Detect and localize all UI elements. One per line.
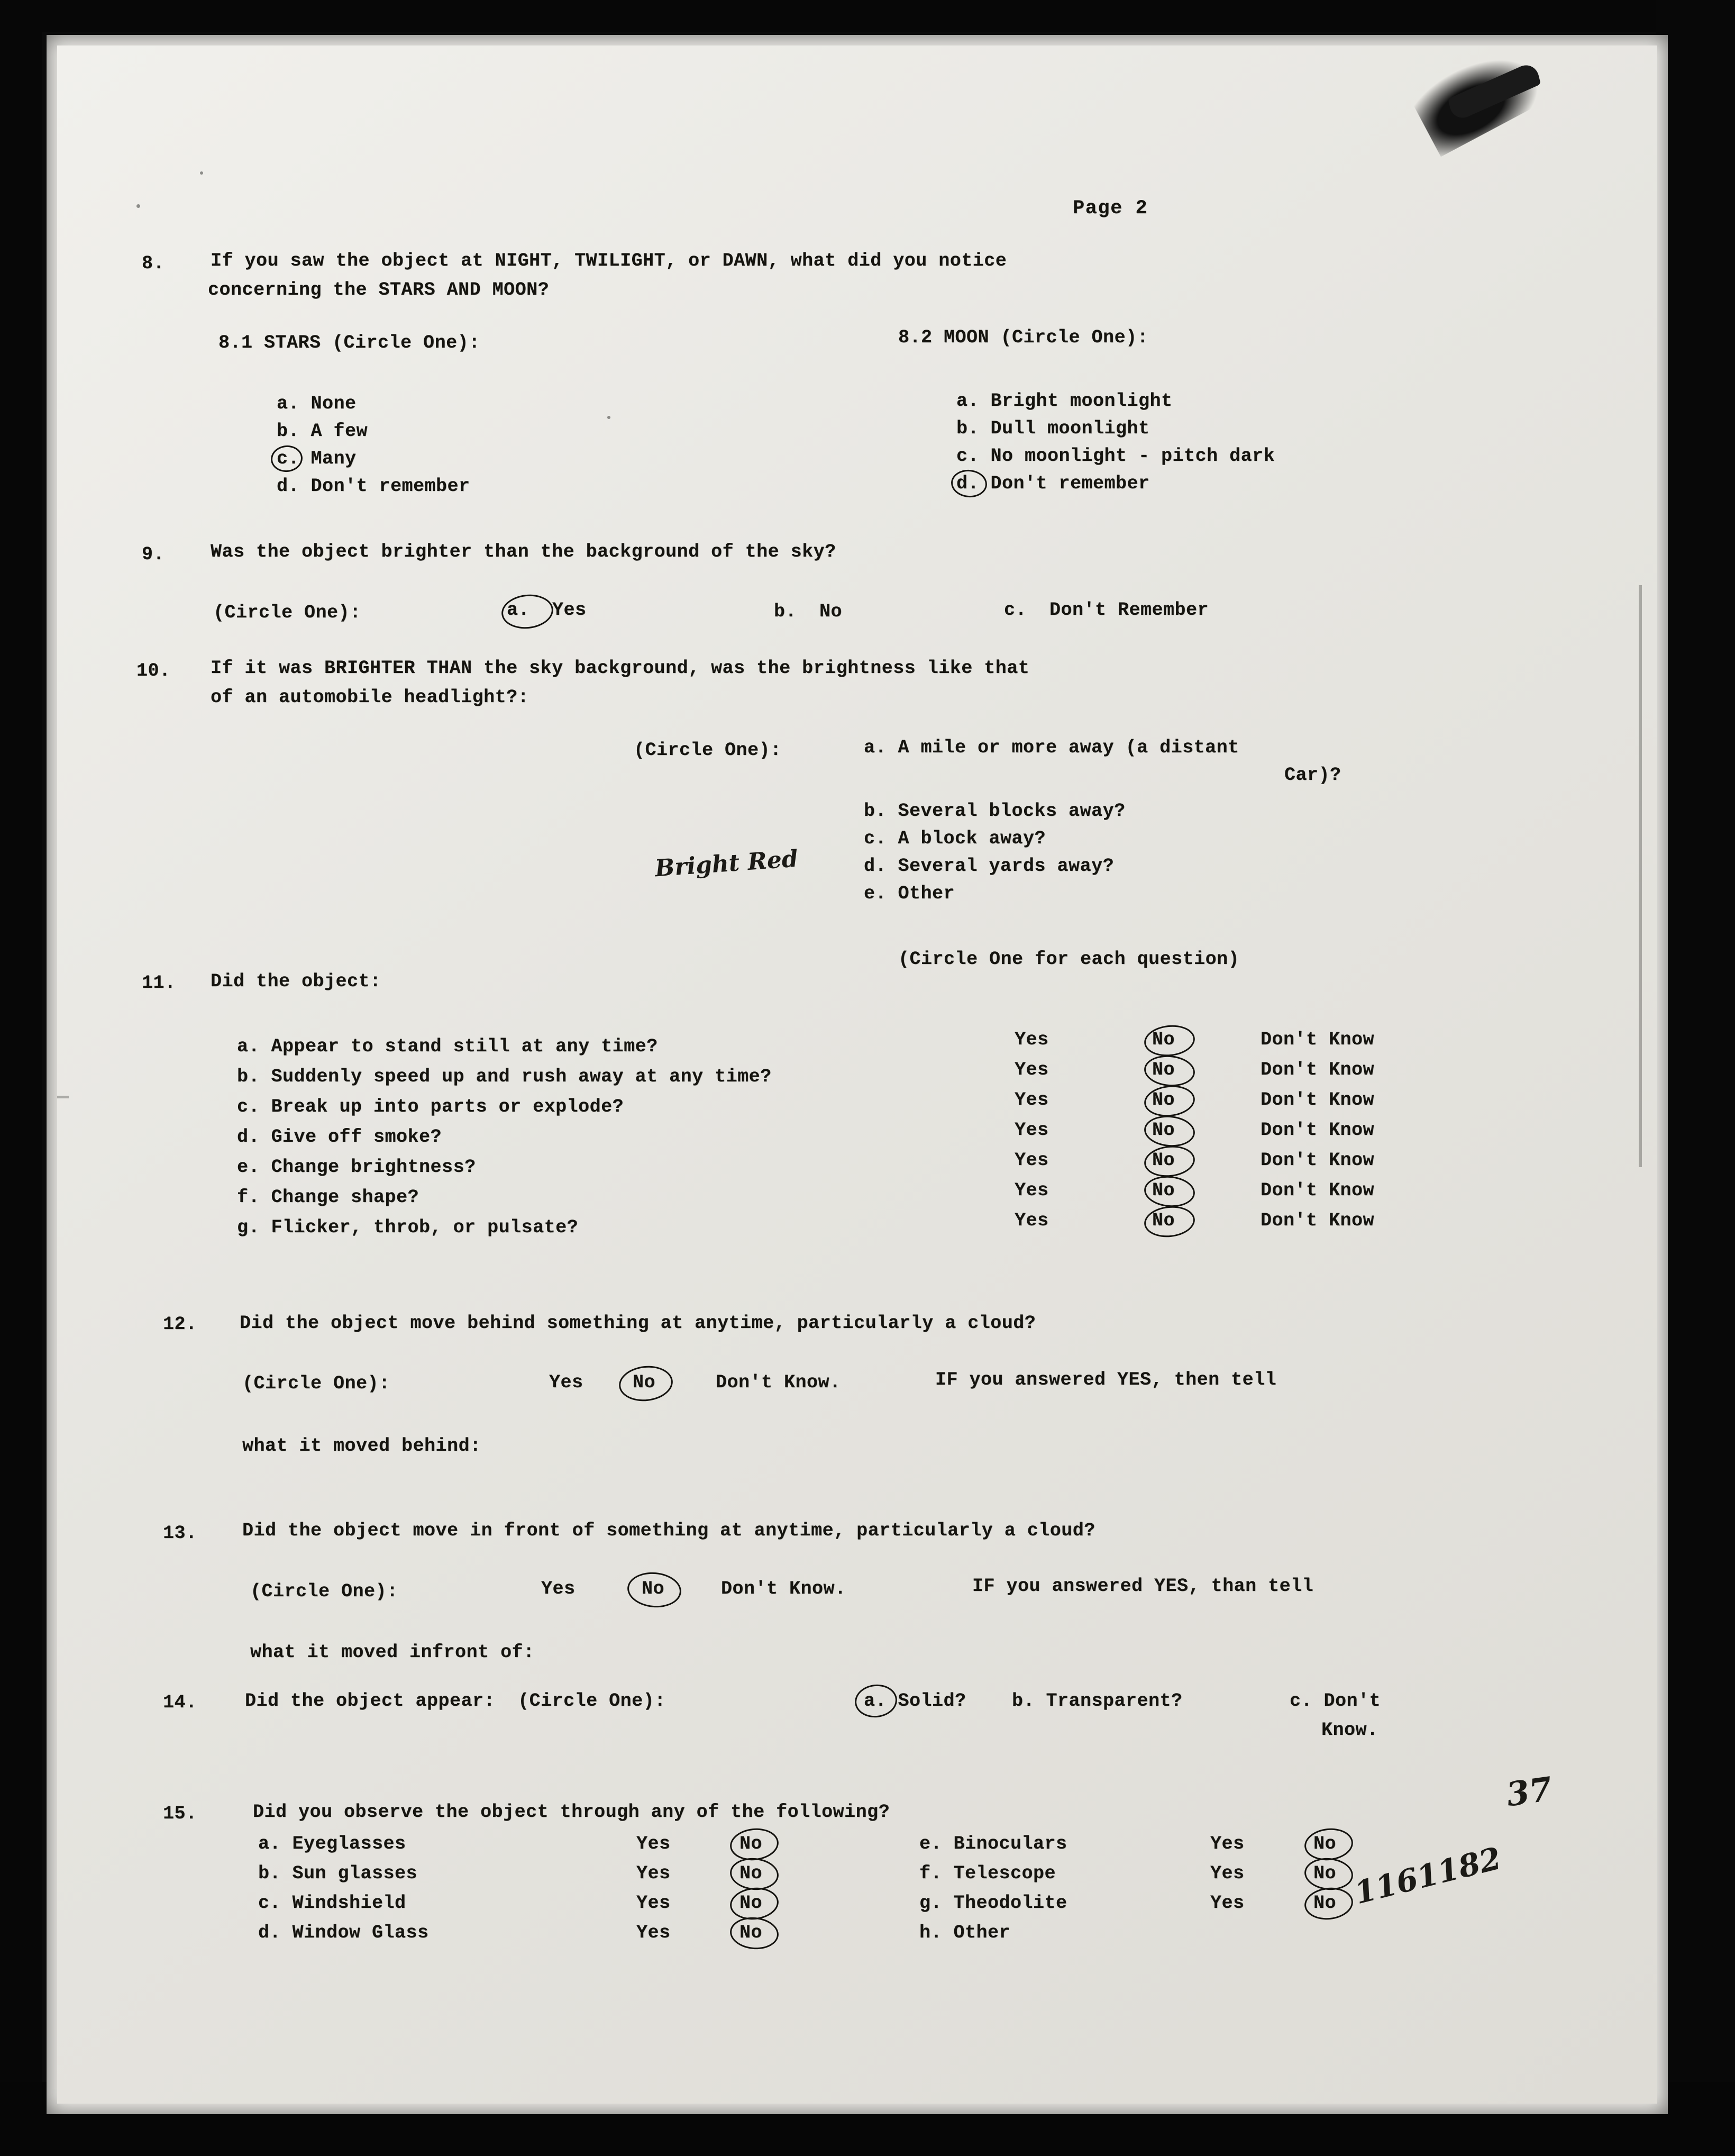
question-10-option-b[interactable]: b. Several blocks away? [864, 800, 1126, 822]
question-15-row-c-no[interactable]: No [739, 1893, 763, 1914]
photo-edge-left [0, 0, 42, 2156]
question-10-option-d[interactable]: d. Several yards away? [864, 856, 1115, 877]
question-9-text: Was the object brighter than the background of the sky? [211, 541, 836, 562]
question-13-followup: what it moved infront of: [250, 1642, 535, 1663]
question-15-row-h-label: h. Other [919, 1922, 1011, 1943]
question-10-option-e[interactable]: e. Other [864, 883, 955, 904]
question-11-row-d-no[interactable]: No [1152, 1120, 1175, 1141]
circle-mark-q15-f-no [1303, 1856, 1355, 1892]
moon-option-d[interactable]: d. Don't remember [956, 473, 1150, 494]
question-15-row-b-no[interactable]: No [739, 1863, 763, 1884]
question-11-number: 11. [142, 972, 176, 994]
question-12-text: Did the object move behind something at anytime, particularly a cloud? [240, 1313, 1036, 1334]
page-surface [57, 46, 1657, 2104]
circle-mark-q11-a-no [1143, 1023, 1197, 1059]
question-10-option-a[interactable]: a. A mile or more away (a distant [864, 737, 1239, 758]
circle-mark-q11-c-no [1143, 1083, 1197, 1119]
circle-mark-q15-d-no [729, 1915, 780, 1951]
circle-mark-q11-g-no [1143, 1204, 1197, 1240]
question-11-row-a-label: a. Appear to stand still at any time? [237, 1036, 658, 1057]
question-13-option-dk[interactable]: Don't Know. [721, 1578, 846, 1599]
question-14-option-c-cont: Know. [1321, 1720, 1378, 1741]
page-header: Page 2 [1073, 197, 1148, 220]
circle-mark-q14-a [853, 1682, 899, 1720]
question-14-option-b[interactable]: b. Transparent? [1012, 1690, 1183, 1712]
question-11-row-f-yes[interactable]: Yes [1015, 1180, 1049, 1201]
question-11-row-g-label: g. Flicker, throb, or pulsate? [237, 1217, 579, 1238]
margin-note-number: 37 [1504, 1769, 1555, 1814]
question-10-option-a-cont: Car)? [1284, 765, 1341, 786]
moon-option-a[interactable]: a. Bright moonlight [956, 390, 1173, 412]
question-15-row-g-yes[interactable]: Yes [1210, 1893, 1245, 1914]
question-11-text: Did the object: [211, 971, 381, 992]
moon-option-b[interactable]: b. Dull moonlight [956, 418, 1150, 439]
question-15-row-d-no[interactable]: No [739, 1922, 763, 1943]
question-11-row-b-label: b. Suddenly speed up and rush away at any time? [237, 1066, 772, 1087]
question-12-instruction: IF you answered YES, then tell [935, 1369, 1277, 1390]
question-15-row-b-yes[interactable]: Yes [636, 1863, 671, 1884]
question-13-instruction: IF you answered YES, than tell [972, 1576, 1314, 1597]
circle-mark-q15-a-no [728, 1826, 780, 1862]
question-14-option-a[interactable]: a. Solid? [864, 1690, 966, 1712]
question-15-row-a-label: a. Eyeglasses [258, 1833, 406, 1854]
question-11-row-f-no[interactable]: No [1152, 1180, 1175, 1201]
question-8-text-line2: concerning the STARS AND MOON? [208, 279, 550, 301]
question-11-row-a-yes[interactable]: Yes [1015, 1029, 1049, 1050]
question-11-row-c-label: c. Break up into parts or explode? [237, 1096, 624, 1117]
question-15-row-e-label: e. Binoculars [919, 1833, 1067, 1854]
question-15-row-g-no[interactable]: No [1313, 1893, 1337, 1914]
scan-speck [200, 171, 203, 175]
circle-mark-q11-e-no [1143, 1143, 1197, 1179]
question-13-circle-label: (Circle One): [250, 1581, 398, 1602]
question-11-row-g-no[interactable]: No [1152, 1210, 1175, 1231]
question-11-row-b-yes[interactable]: Yes [1015, 1059, 1049, 1080]
question-9-option-b[interactable]: b. No [774, 601, 843, 622]
circle-mark-q11-b-no [1143, 1053, 1197, 1088]
question-12-option-dk[interactable]: Don't Know. [716, 1372, 841, 1393]
question-15-row-c-label: c. Windshield [258, 1893, 406, 1914]
question-11-row-f-dk[interactable]: Don't Know [1261, 1180, 1375, 1201]
question-10-circle-label: (Circle One): [634, 740, 782, 761]
question-14-number: 14. [163, 1692, 197, 1713]
question-15-row-f-no[interactable]: No [1313, 1863, 1337, 1884]
questionnaire-body [57, 46, 1657, 2104]
question-11-row-c-dk[interactable]: Don't Know [1261, 1089, 1375, 1111]
question-15-row-c-yes[interactable]: Yes [636, 1893, 671, 1914]
question-8-number: 8. [142, 253, 165, 274]
circle-mark-q15-e-no [1303, 1826, 1355, 1862]
question-12-circle-label: (Circle One): [242, 1373, 390, 1394]
question-11-row-d-dk[interactable]: Don't Know [1261, 1120, 1375, 1141]
circle-mark-q12-no [617, 1363, 674, 1404]
question-15-row-f-yes[interactable]: Yes [1210, 1863, 1245, 1884]
question-9-number: 9. [142, 544, 165, 565]
question-11-row-b-no[interactable]: No [1152, 1059, 1175, 1080]
question-11-row-g-dk[interactable]: Don't Know [1261, 1210, 1375, 1231]
question-12-number: 12. [163, 1314, 197, 1335]
circle-mark-q15-c-no [728, 1885, 780, 1922]
photo-edge-top [0, 0, 1735, 32]
question-14-option-c[interactable]: c. Don't [1290, 1690, 1381, 1712]
question-11-row-d-yes[interactable]: Yes [1015, 1120, 1049, 1141]
question-11-row-f-label: f. Change shape? [237, 1187, 419, 1208]
margin-note-case-number: 1161182 [1350, 1840, 1505, 1912]
question-15-row-d-yes[interactable]: Yes [636, 1922, 671, 1943]
question-11-row-e-no[interactable]: No [1152, 1150, 1175, 1171]
question-15-row-b-label: b. Sun glasses [258, 1863, 418, 1884]
question-11-row-d-label: d. Give off smoke? [237, 1126, 442, 1148]
stars-option-b[interactable]: b. A few [277, 421, 368, 442]
question-13-option-no[interactable]: No [642, 1578, 665, 1599]
question-10-option-c[interactable]: c. A block away? [864, 828, 1046, 849]
question-11-row-e-label: e. Change brightness? [237, 1157, 476, 1178]
moon-option-c[interactable]: c. No moonlight - pitch dark [956, 445, 1275, 467]
question-15-row-a-yes[interactable]: Yes [636, 1833, 671, 1854]
question-11-row-e-yes[interactable]: Yes [1015, 1150, 1049, 1171]
question-13-option-yes[interactable]: Yes [541, 1578, 576, 1599]
scan-artifact-line [57, 1096, 69, 1098]
question-15-row-e-no[interactable]: No [1313, 1833, 1337, 1854]
question-15-text: Did you observe the object through any of the following? [253, 1802, 890, 1823]
stars-option-d[interactable]: d. Don't remember [277, 476, 470, 497]
stars-option-c[interactable]: c. Many [277, 448, 357, 469]
scan-artifact-line [1639, 585, 1642, 1167]
circle-mark-q15-g-no [1303, 1885, 1355, 1922]
question-15-row-d-label: d. Window Glass [258, 1922, 429, 1943]
question-12-option-no[interactable]: No [633, 1372, 656, 1393]
question-8-text-line1: If you saw the object at NIGHT, TWILIGHT, or DAWN, what did you notice [211, 250, 1007, 271]
question-11-row-e-dk[interactable]: Don't Know [1261, 1150, 1375, 1171]
question-11-row-g-yes[interactable]: Yes [1015, 1210, 1049, 1231]
question-15-row-f-label: f. Telescope [919, 1863, 1056, 1884]
circle-mark-q11-f-no [1143, 1174, 1197, 1209]
scan-speck [136, 204, 140, 208]
document-page [47, 35, 1668, 2114]
question-11-row-a-dk[interactable]: Don't Know [1261, 1029, 1375, 1050]
question-12-option-yes[interactable]: Yes [549, 1372, 583, 1393]
question-11-row-b-dk[interactable]: Don't Know [1261, 1059, 1375, 1080]
question-11-row-c-no[interactable]: No [1152, 1089, 1175, 1111]
circle-mark-q9-a [500, 592, 555, 631]
question-13-number: 13. [163, 1523, 197, 1544]
circle-mark-q13-no [626, 1570, 682, 1610]
question-11-row-c-yes[interactable]: Yes [1015, 1089, 1049, 1111]
question-9-option-c[interactable]: c. Don't Remember [1004, 599, 1209, 621]
question-15-row-a-no[interactable]: No [739, 1833, 763, 1854]
question-9-option-a[interactable]: a. Yes [507, 599, 587, 621]
question-10-text-line1: If it was BRIGHTER THAN the sky background, was the brightness like that [211, 658, 1030, 679]
question-13-text: Did the object move in front of something at anytime, particularly a cloud? [242, 1520, 1095, 1541]
question-11-row-a-no[interactable]: No [1152, 1029, 1175, 1050]
circle-mark-q11-d-no [1143, 1114, 1197, 1149]
question-8-1-header: 8.1 STARS (Circle One): [218, 332, 480, 353]
scan-speck [607, 416, 610, 419]
question-15-row-e-yes[interactable]: Yes [1210, 1833, 1245, 1854]
question-11-instruction: (Circle One for each question) [898, 949, 1240, 970]
question-15-row-g-label: g. Theodolite [919, 1893, 1067, 1914]
question-10-text-line2: of an automobile headlight?: [211, 687, 529, 708]
circle-mark-q15-b-no [729, 1856, 780, 1892]
handwritten-note-bright-red: Bright Red [654, 845, 799, 883]
question-10-number: 10. [136, 660, 171, 681]
question-9-circle-label: (Circle One): [213, 602, 361, 623]
question-14-text: Did the object appear: (Circle One): [245, 1690, 666, 1712]
question-8-2-header: 8.2 MOON (Circle One): [898, 327, 1149, 348]
question-12-followup: what it moved behind: [242, 1435, 481, 1457]
stars-option-a[interactable]: a. None [277, 393, 357, 414]
question-15-number: 15. [163, 1803, 197, 1824]
